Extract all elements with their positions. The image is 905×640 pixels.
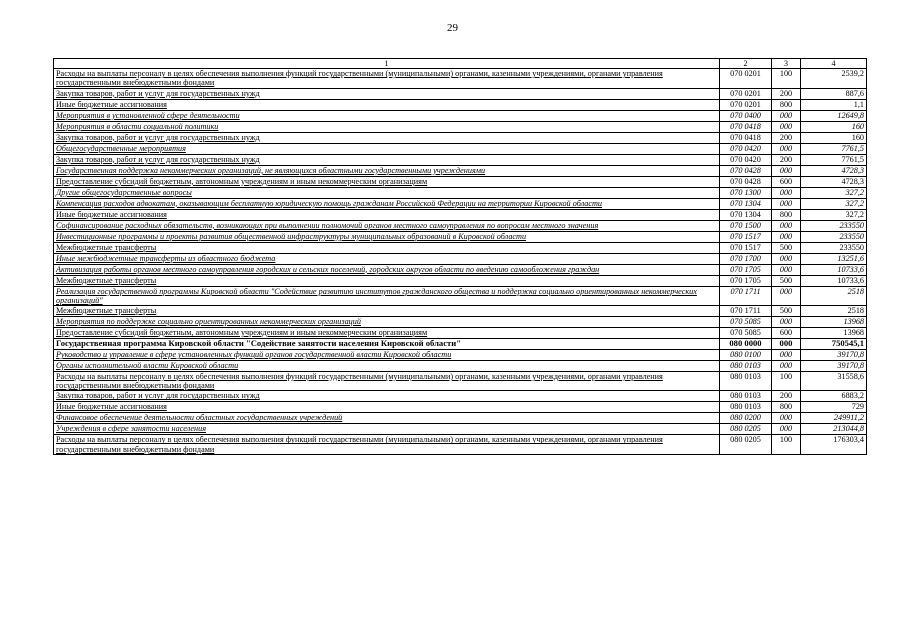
cell-name: Инвестиционные программы и проекты развития общественной инфраструктуры муниципальных образований в Кировской области	[54, 231, 720, 242]
table-row	[54, 402, 867, 413]
table-row	[54, 209, 867, 220]
cell-type: 500	[772, 306, 801, 317]
cell-sum: 39170,8	[801, 361, 867, 372]
cell-sum: 7761,5	[801, 143, 867, 154]
cell-sum: 160	[801, 132, 867, 143]
table-row	[54, 413, 867, 424]
cell-code: 070 0418	[720, 132, 772, 143]
column-header-name: 1	[54, 59, 720, 69]
cell-code: 070 1517	[720, 242, 772, 253]
cell-sum: 233550	[801, 231, 867, 242]
cell-code: 080 0103	[720, 372, 772, 391]
cell-name: Руководство и управление в сфере установленных функций органов государственной власти Кировской области	[54, 350, 720, 361]
table-row	[54, 339, 867, 350]
cell-type: 000	[772, 143, 801, 154]
cell-name: Компенсация расходов адвокатам, оказывающим бесплатную юридическую помощь гражданам Российской Федерации на территории Кировской области	[54, 198, 720, 209]
cell-type: 000	[772, 253, 801, 264]
table-row	[54, 121, 867, 132]
column-header-type: 3	[772, 59, 801, 69]
cell-name: Закупка товаров, работ и услуг для государственных нужд	[54, 391, 720, 402]
cell-sum: 7761,5	[801, 154, 867, 165]
cell-type: 200	[772, 154, 801, 165]
cell-type: 100	[772, 372, 801, 391]
cell-sum: 13968	[801, 328, 867, 339]
cell-sum: 233550	[801, 220, 867, 231]
cell-code: 070 5085	[720, 328, 772, 339]
cell-type: 000	[772, 350, 801, 361]
cell-name: Мероприятия в области социальной политики	[54, 121, 720, 132]
cell-sum: 10733,6	[801, 275, 867, 286]
table-row	[54, 424, 867, 435]
cell-type: 000	[772, 110, 801, 121]
table-row	[54, 110, 867, 121]
table-row	[54, 328, 867, 339]
cell-name: Расходы на выплаты персоналу в целях обеспечения выполнения функций государственными (муниципальными) органами, казенными учреждениями, органами управления государственными внебюджетными фондами	[54, 69, 720, 88]
cell-name: Иные бюджетные ассигнования	[54, 402, 720, 413]
cell-type: 600	[772, 328, 801, 339]
cell-code: 070 1300	[720, 187, 772, 198]
cell-name: Государственная программа Кировской области "Содействие занятости населения Кировской области"	[54, 339, 720, 350]
cell-type: 200	[772, 132, 801, 143]
table-row	[54, 391, 867, 402]
table-row	[54, 143, 867, 154]
cell-sum: 13251,6	[801, 253, 867, 264]
cell-code: 070 1711	[720, 286, 772, 305]
cell-type: 000	[772, 231, 801, 242]
cell-code: 080 0100	[720, 350, 772, 361]
table-row	[54, 350, 867, 361]
cell-type: 000	[772, 413, 801, 424]
cell-code: 070 1711	[720, 306, 772, 317]
cell-code: 080 0103	[720, 402, 772, 413]
cell-sum: 327,2	[801, 209, 867, 220]
cell-code: 080 0103	[720, 361, 772, 372]
table-row	[54, 264, 867, 275]
cell-sum: 160	[801, 121, 867, 132]
cell-type: 600	[772, 176, 801, 187]
cell-code: 070 1705	[720, 275, 772, 286]
table-row	[54, 220, 867, 231]
cell-code: 080 0200	[720, 413, 772, 424]
cell-code: 080 0000	[720, 339, 772, 350]
cell-code: 070 1517	[720, 231, 772, 242]
page-number: 29	[447, 22, 458, 34]
cell-type: 100	[772, 435, 801, 454]
cell-name: Мероприятия по поддержке социально ориентированных некоммерческих организаций	[54, 317, 720, 328]
cell-sum: 6883,2	[801, 391, 867, 402]
cell-name: Межбюджетные трансферты	[54, 306, 720, 317]
cell-sum: 10733,6	[801, 264, 867, 275]
cell-sum: 13968	[801, 317, 867, 328]
cell-name: Финансовое обеспечение деятельности областных государственных учреждений	[54, 413, 720, 424]
cell-code: 070 0420	[720, 143, 772, 154]
cell-name: Расходы на выплаты персоналу в целях обеспечения выполнения функций государственными (муниципальными) органами, казенными учреждениями, органами управления государственными внебюджетными фондами	[54, 435, 720, 454]
table-row	[54, 88, 867, 99]
cell-name: Государственная поддержка некоммерческих организаций, не являющихся областными государственными учреждениями	[54, 165, 720, 176]
cell-code: 070 1304	[720, 198, 772, 209]
cell-type: 800	[772, 99, 801, 110]
cell-type: 500	[772, 242, 801, 253]
column-header-code: 2	[720, 59, 772, 69]
cell-sum: 750545,1	[801, 339, 867, 350]
cell-name: Закупка товаров, работ и услуг для государственных нужд	[54, 88, 720, 99]
cell-sum: 2518	[801, 306, 867, 317]
cell-sum: 1,1	[801, 99, 867, 110]
cell-name: Закупка товаров, работ и услуг для государственных нужд	[54, 154, 720, 165]
cell-type: 100	[772, 69, 801, 88]
cell-code: 070 0201	[720, 99, 772, 110]
cell-name: Предоставление субсидий бюджетным, автономным учреждениям и иным некоммерческим организациям	[54, 176, 720, 187]
table-row	[54, 275, 867, 286]
table-row	[54, 176, 867, 187]
cell-code: 070 1700	[720, 253, 772, 264]
table-header-row	[54, 59, 867, 69]
cell-code: 070 0428	[720, 165, 772, 176]
cell-sum: 176303,4	[801, 435, 867, 454]
cell-sum: 2539,2	[801, 69, 867, 88]
cell-sum: 249911,2	[801, 413, 867, 424]
table-body	[54, 69, 867, 455]
cell-type: 000	[772, 220, 801, 231]
cell-type: 000	[772, 317, 801, 328]
cell-type: 000	[772, 165, 801, 176]
cell-type: 800	[772, 209, 801, 220]
cell-name: Иные бюджетные ассигнования	[54, 209, 720, 220]
cell-code: 080 0103	[720, 391, 772, 402]
cell-sum: 39170,8	[801, 350, 867, 361]
cell-sum: 327,2	[801, 198, 867, 209]
cell-sum: 31558,6	[801, 372, 867, 391]
table-row	[54, 198, 867, 209]
cell-code: 070 1500	[720, 220, 772, 231]
table-row	[54, 286, 867, 305]
table-row	[54, 154, 867, 165]
cell-sum: 327,2	[801, 187, 867, 198]
cell-sum: 233550	[801, 242, 867, 253]
cell-type: 000	[772, 424, 801, 435]
table-row	[54, 306, 867, 317]
cell-name: Иные бюджетные ассигнования	[54, 99, 720, 110]
cell-type: 000	[772, 361, 801, 372]
table-row	[54, 231, 867, 242]
cell-code: 070 1304	[720, 209, 772, 220]
table-row	[54, 99, 867, 110]
cell-type: 000	[772, 121, 801, 132]
table-row	[54, 187, 867, 198]
table-row	[54, 361, 867, 372]
cell-name: Реализация государственной программы Кировской области "Содействие развитию институтов гражданского общества и поддержка социально ориентированных некоммерческих организаций"	[54, 286, 720, 305]
cell-sum: 4728,3	[801, 165, 867, 176]
cell-name: Предоставление субсидий бюджетным, автономным учреждениям и иным некоммерческим организациям	[54, 328, 720, 339]
table-row	[54, 165, 867, 176]
column-header-sum: 4	[801, 59, 867, 69]
cell-name: Иные межбюджетные трансферты из областного бюджета	[54, 253, 720, 264]
cell-sum: 4728,3	[801, 176, 867, 187]
cell-code: 070 0400	[720, 110, 772, 121]
table-row	[54, 317, 867, 328]
cell-sum: 2518	[801, 286, 867, 305]
cell-name: Мероприятия в установленной сфере деятельности	[54, 110, 720, 121]
cell-type: 200	[772, 391, 801, 402]
cell-name: Закупка товаров, работ и услуг для государственных нужд	[54, 132, 720, 143]
cell-type: 200	[772, 88, 801, 99]
cell-type: 000	[772, 286, 801, 305]
cell-type: 500	[772, 275, 801, 286]
budget-table	[53, 58, 867, 455]
table-row	[54, 253, 867, 264]
cell-name: Общегосударственные мероприятия	[54, 143, 720, 154]
cell-code: 070 0201	[720, 88, 772, 99]
table-row	[54, 69, 867, 88]
table-row	[54, 132, 867, 143]
table-row	[54, 372, 867, 391]
cell-name: Расходы на выплаты персоналу в целях обеспечения выполнения функций государственными (муниципальными) органами, казенными учреждениями, органами управления государственными внебюджетными фондами	[54, 372, 720, 391]
cell-name: Органы исполнительной власти Кировской области	[54, 361, 720, 372]
cell-name: Софинансирование расходных обязательств, возникающих при выполнении полномочий органов местного самоуправления по вопросам местного значения	[54, 220, 720, 231]
cell-name: Учреждения в сфере занятости населения	[54, 424, 720, 435]
cell-sum: 213044,8	[801, 424, 867, 435]
cell-code: 070 0418	[720, 121, 772, 132]
cell-type: 800	[772, 402, 801, 413]
cell-name: Другие общегосударственные вопросы	[54, 187, 720, 198]
cell-sum: 887,6	[801, 88, 867, 99]
cell-type: 000	[772, 264, 801, 275]
cell-type: 000	[772, 198, 801, 209]
cell-code: 070 0428	[720, 176, 772, 187]
cell-sum: 729	[801, 402, 867, 413]
cell-sum: 12649,8	[801, 110, 867, 121]
cell-code: 070 1705	[720, 264, 772, 275]
table-row	[54, 435, 867, 454]
cell-name: Межбюджетные трансферты	[54, 275, 720, 286]
cell-code: 070 5085	[720, 317, 772, 328]
cell-code: 070 0201	[720, 69, 772, 88]
cell-code: 080 0205	[720, 424, 772, 435]
table-row	[54, 242, 867, 253]
cell-code: 070 0420	[720, 154, 772, 165]
cell-name: Активизация работы органов местного самоуправления городских и сельских поселений, городских округов области по введению самообложения граждан	[54, 264, 720, 275]
cell-name: Межбюджетные трансферты	[54, 242, 720, 253]
cell-code: 080 0205	[720, 435, 772, 454]
cell-type: 000	[772, 187, 801, 198]
cell-type: 000	[772, 339, 801, 350]
